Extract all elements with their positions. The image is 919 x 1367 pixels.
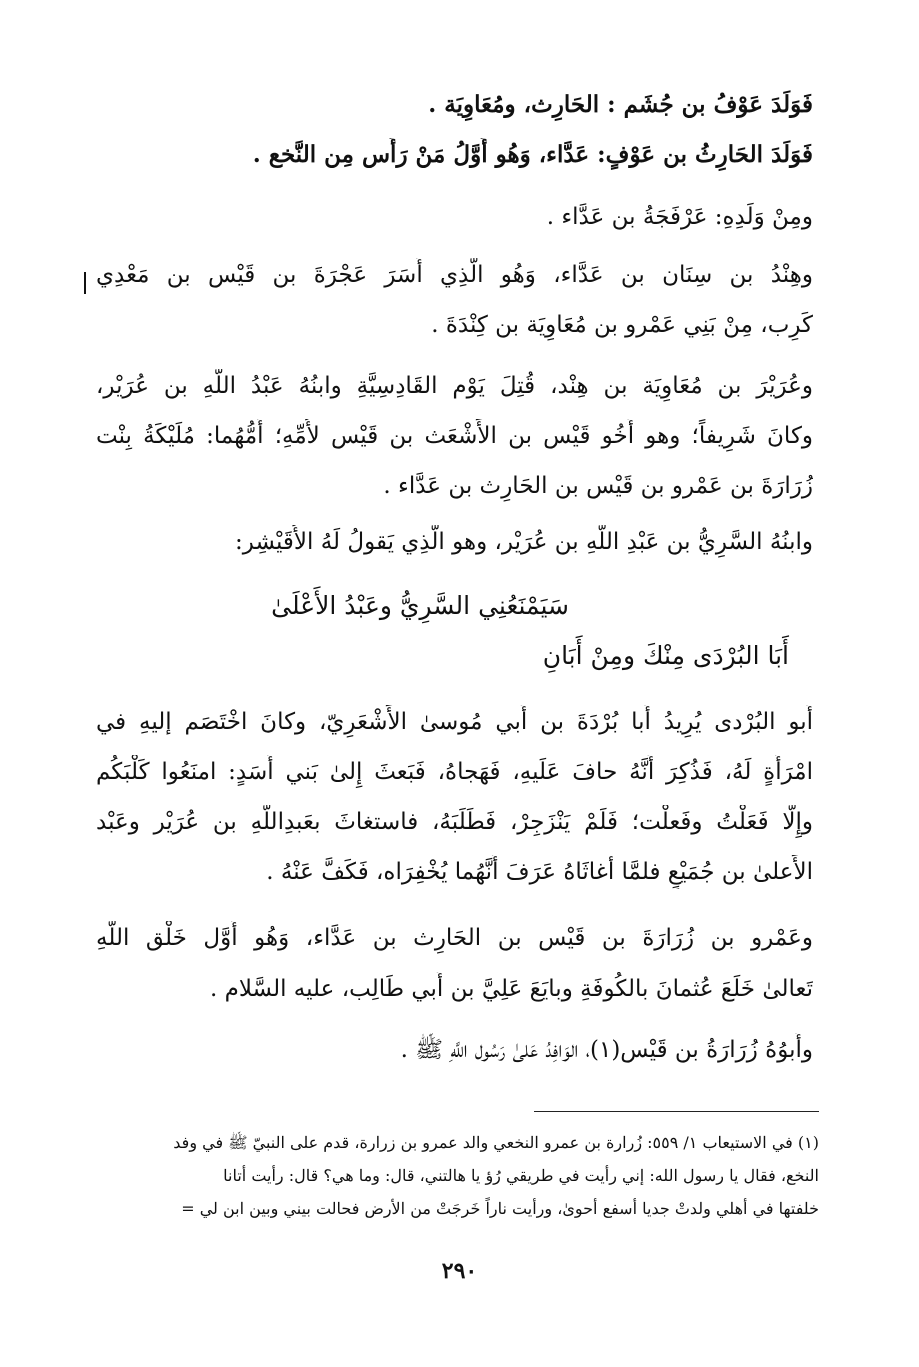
text-line-1: فَوَلَدَ عَوْفُ بن جُشَم : الحَارِث، ومُعَاوِيَة . — [428, 91, 813, 118]
footnote-line-3: خلفتها في أهلي ولدتْ جديا أسفع أحوىٰ، ورأيت ناراً خَرجَتْ من الأرض فحالت بيني وبين ابن لي = — [181, 1199, 819, 1218]
footnote-separator — [534, 1111, 819, 1112]
text-line-5: كَرِب، مِنْ بَنِي عَمْرو بن مُعَاوِيَة بن كِنْدَةَ . — [431, 312, 813, 338]
text-line-14: وعَمْرو بن زُرَارَةَ بن قَيْس بن الحَارِث بن عَدَّاء، وَهُو أَوَّل خَلْق اللَّهِ — [96, 925, 813, 951]
text-line-10: أَبو البُرْدى يُرِيدُ أَبا بُرْدَةَ بن أَبي مُوسىٰ الأَشْعَرِيّ، وكانَ اخْتَصَم إليهِ في — [96, 709, 813, 735]
text-line-7: وكانَ شَرِيفاً؛ وهو أَخُو قَيْس بن الأَشْعَث بن قَيْس لأُمِّهِ؛ أُمُّهُما: مُلَيْكَةُ بِنْت — [96, 423, 813, 449]
margin-mark — [84, 272, 86, 294]
verse-first-hemistich: سَيَمْنَعُنِي السَّرِيُّ وعَبْدُ الأَعْلَىٰ — [271, 591, 569, 620]
footnote-line-2: النخع، فقال يا رسول الله: إني رأيت في طريقي رُؤ يا هالتني، قال: وما هي؟ قال: رأيت أتانا — [223, 1166, 819, 1185]
verse-second-hemistich: أَبَا البُرْدَى مِنْكَ ومِنْ أَبَانِ — [542, 641, 789, 670]
text-line-8: زُرَارَةَ بن عَمْرو بن قَيْس بن الحَارِث بن عَدَّاء . — [383, 473, 813, 499]
text-line-3: ومِنْ وَلَدِهِ: عَرْفَجَةُ بن عَدَّاء . — [546, 204, 813, 230]
text-line-4: وهِنْدُ بن سِنَان بن عَدَّاء، وَهُو الَّذِي أَسَرَ عَجْرَةَ بن قَيْس بن مَعْدِي — [96, 262, 813, 288]
text-line-9: وابنُهُ السَّرِيُّ بن عَبْدِ اللَّهِ بن عُرَيْر، وهو الَّذِي يَقولُ لَهُ الأُقَيْشِر: — [235, 529, 813, 555]
footnote-line-1: (١) في الاستيعاب ١/ ٥٥٩: زُرارة بن عمرو النخعي والد عمرو بن زرارة، قدم على النبيّ ﷺ في وفد — [173, 1133, 819, 1152]
text-line-13: الأَعلىٰ بن جُمَيْعٍ فلمَّا أغاثَاهُ عَرَفَ أَنَّهُما يُخْفِرَاه، فَكَفَّ عَنْهُ . — [266, 859, 813, 885]
text-line-2: فَوَلَدَ الحَارِثُ بن عَوْفٍ: عَدَّاء، وَهُو أَوَّلُ مَنْ رَأَس مِن النَّخع . — [252, 141, 813, 168]
text-line-12: وإِلَّا فَعَلْتُ وفَعلْت؛ فَلَمْ يَنْزَجِرْ، فَطَلَبَهُ، فاستغاثَ بعَبدِاللّهِ بن عُرَيْر وعَبْد — [96, 809, 813, 835]
text-line-16: وأَبوُهُ زُرَارَةُ بن قَيْس(١)، الوَافِدُ عَلىٰ رَسُول اللَّهِ ﷺ . — [400, 1037, 813, 1063]
page-number: ٢٩٠ — [441, 1258, 478, 1284]
text-line-6: وعُرَيْرَ بن مُعَاوِيَة بن هِنْد، قُتِلَ يَوْم القَادِسِيَّةِ وابنُهُ عَبْدُ اللَّهِ بن عُرَيْر، — [96, 373, 813, 399]
text-line-11: امْرَأَةٍ لَهُ، فَذُكِرَ أَنَّهُ حافَ عَلَيهِ، فَهَجاهُ، فَبَعثَ إِلىٰ بَني أَسَدٍ: امنَعُوا كَلْبَكُم — [96, 759, 813, 785]
text-line-15: تَعالىٰ خَلَعَ عُثمانَ بالكُوفَةِ وبايَعَ عَلِيَّ بن أَبي طَالِب، عليه السَّلام . — [209, 976, 813, 1002]
